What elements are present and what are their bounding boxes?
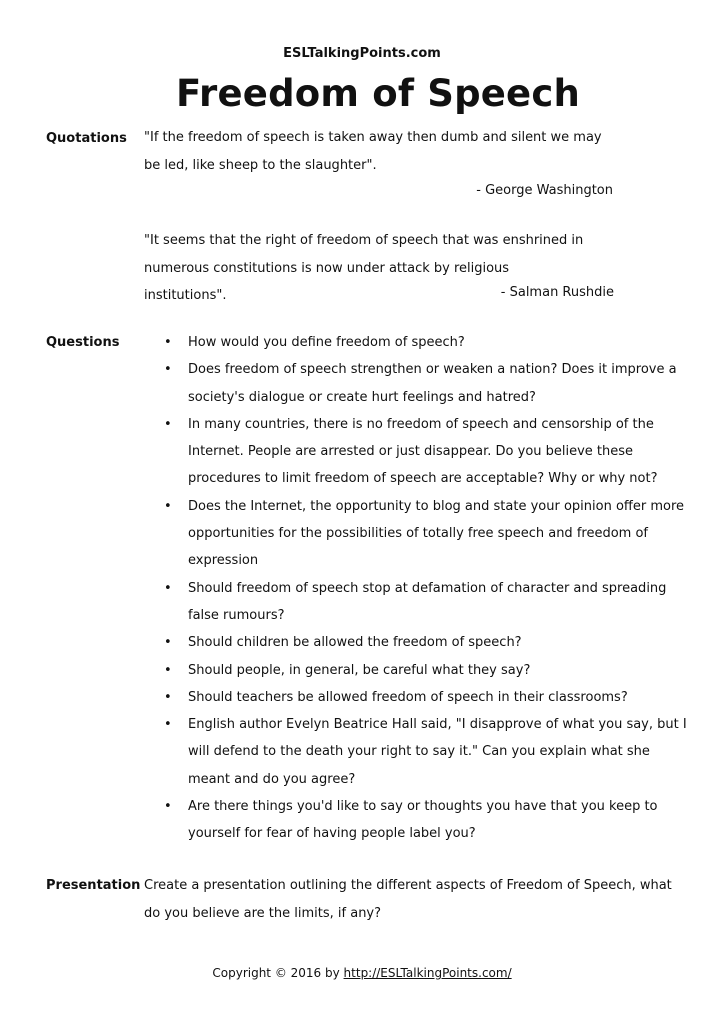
list-item [144,329,689,356]
site-name: ESLTalkingPoints.com [283,46,441,61]
question-text: English author Evelyn Beatrice Hall said, "I disapprove of what you say, but I will defend to the death your right to say it." Can you explain what she meant and do you agree? [188,717,687,787]
bullet-icon: • [164,362,172,378]
bullet-icon: • [164,717,172,733]
quotations-label: Quotations [46,131,127,146]
question-text: Should people, in general, be careful what they say? [188,662,531,678]
list-item [144,411,689,493]
bullet-icon: • [164,335,172,350]
list-item [144,793,689,848]
questions-label: Questions [46,335,120,350]
quote-text: "If the freedom of speech is taken away then dumb and silent we may be led, like sheep to the slaughter". [144,130,602,173]
list-item [144,629,689,656]
presentation-text: Create a presentation outlining the different aspects of Freedom of Speech, what do you believe are the limits, if any? [144,878,672,921]
quote-text: "It seems that the right of freedom of speech that was enshrined in numerous constitutions is now under attack by religious institutions". [144,233,584,303]
question-text: In many countries, there is no freedom of speech and censorship of the Internet. People are arrested or just disappear. Do you believe these procedures to limit freedom of speech are acceptable? Why or why not? [188,416,658,487]
bullet-icon: • [164,416,172,432]
bullet-icon: • [164,580,172,596]
list-item [144,575,689,630]
questions-list [144,329,689,848]
bullet-icon: • [164,662,172,678]
page-title: Freedom of Speech [175,72,581,115]
question-text: Should freedom of speech stop at defamation of character and spreading false rumours? [188,580,667,623]
copyright-text: Copyright © 2016 by [212,966,340,980]
site-link[interactable]: http://ESLTalkingPoints.com/ [343,966,512,980]
bullet-icon: • [164,799,172,815]
question-text: Does the Internet, the opportunity to blog and state your opinion offer more opportunities for the possibilities of totally free speech and freedom of expression [188,498,685,569]
list-item [144,493,689,575]
question-text: Should teachers be allowed freedom of speech in their classrooms? [188,689,628,705]
footer [0,966,724,980]
presentation-label: Presentation [46,878,141,893]
list-item [144,657,689,684]
bullet-icon: • [164,498,172,514]
quote-author: - George Washington [476,183,613,198]
list-item [144,356,689,411]
question-text: Should children be allowed the freedom of speech? [188,635,522,651]
list-item [144,684,689,711]
bullet-icon: • [164,635,172,651]
question-text: Does freedom of speech strengthen or weaken a nation? Does it improve a society's dialogue or create hurt feelings and hatred? [188,362,677,405]
question-text: Are there things you'd like to say or thoughts you have that you keep to yourself for fear of having people label you? [188,799,658,842]
bullet-icon: • [164,689,172,705]
question-text: How would you define freedom of speech? [188,335,465,350]
list-item [144,711,689,793]
quote-author: - Salman Rushdie [500,285,614,300]
